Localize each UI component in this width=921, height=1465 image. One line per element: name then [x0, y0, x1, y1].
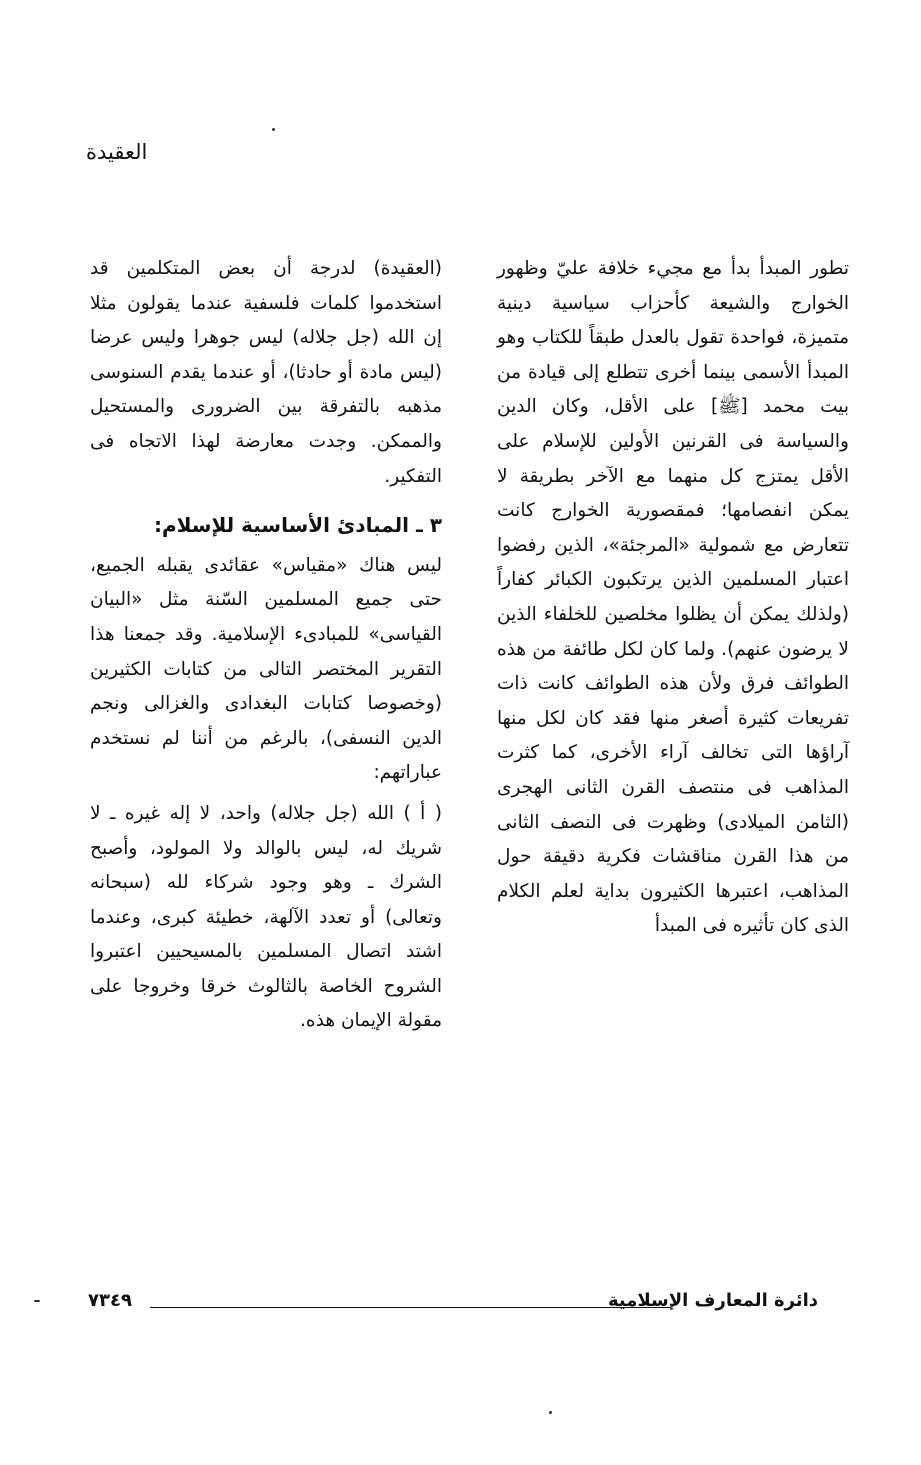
- scan-speck: [549, 1411, 552, 1414]
- left-column-paragraph-1: (العقيدة) لدرجة أن بعض المتكلمين قد استخدموا كلمات فلسفية عندما يقولون مثلا إن الله (جل جلاله) ليس جوهرا وليس عرضا (ليس مادة أو حادثا)، أو عندما يقدم السنوسى مذهبه بالتفرقة بين الضرورى والمستحيل والممكن. وجدت معارضة لهذا الاتجاه فى التفكير.: [90, 258, 442, 487]
- section-heading: ٣ ـ المبادئ الأساسية للإسلام:: [153, 513, 442, 538]
- right-column-paragraph: تطور المبدأ بدأ مع مجيء خلافة عليّ وظهور الخوارج والشيعة كأحزاب سياسية دينية متميزة، فواحدة تقول بالعدل طبقاً للكتاب وهو المبدأ الأسمى بينما أخرى تتطلع إلى قيادة من بيت محمد [ﷺ] على الأقل، وكان الدين والسياسة فى القرنين الأولين للإسلام على الأقل يمتزج كل منهما مع الآخر بطريقة لا يمكن انفصامها؛ فمقصورية الخوارج كانت تتعارض مع شمولية «المرجئة»، الذين رفضوا اعتبار المسلمين الذين يرتكبون الكبائر كفاراً (ولذلك يمكن أن يظلوا مخلصين للخلفاء الذين لا يرضون عنهم). ولما كان لكل طائفة من هذه الطوائف فرق ولأن هذه الطوائف كانت ذات تفريعات كثيرة أصغر منها فقد كان لكل منها آراؤها التى تخالف آراء الأخرى، كما كثرت المذاهب فى منتصف القرن الثانى الهجرى (الثامن الميلادى) وظهرت فى النصف الثانى من هذا القرن مناقشات فكرية دقيقة حول المذاهب، اعتبرها الكثيرون بداية لعلم الكلام الذى كان تأثيره فى المبدأ: [497, 258, 849, 937]
- page-footer: [88, 1290, 818, 1320]
- right-column: [497, 252, 849, 944]
- footer-rule: [150, 1307, 670, 1308]
- left-column: [90, 252, 442, 1039]
- running-header: [86, 140, 147, 164]
- page-number: ٧٣٤٩: [88, 1290, 132, 1311]
- left-column-paragraph-2: ليس هناك «مقياس» عقائدى يقبله الجميع، حتى جميع المسلمين السّنة مثل «البيان القياسى» للمبادىء الإسلامية. وقد جمعنا هذا التقرير المختصر التالى من كتابات الكثيرين (وخصوصا كتابات البغدادى والغزالى ونجم الدين النسفى)، بالرغم من أننا لم نستخدم عباراتهم:: [90, 554, 442, 784]
- footer-title: دائرة المعارف الإسلامية: [607, 1290, 818, 1311]
- scan-speck: [272, 128, 275, 131]
- running-header-title: العقيدة: [86, 140, 148, 164]
- left-column-paragraph-3: ( أ ) الله (جل جلاله) واحد، لا إله غيره ـ لا شريك له، ليس بالوالد ولا المولود، وأصبح الشرك ـ وهو وجود شركاء لله (سبحانه وتعالى) أو تعدد الآلهة، خطيئة كبرى، وعندما اشتد اتصال المسلمين بالمسيحيين اعتبروا الشروح الخاصة بالثالوث خرقا وخروجا على مقولة الإيمان هذه.: [90, 802, 442, 1032]
- scan-speck: [34, 1300, 40, 1302]
